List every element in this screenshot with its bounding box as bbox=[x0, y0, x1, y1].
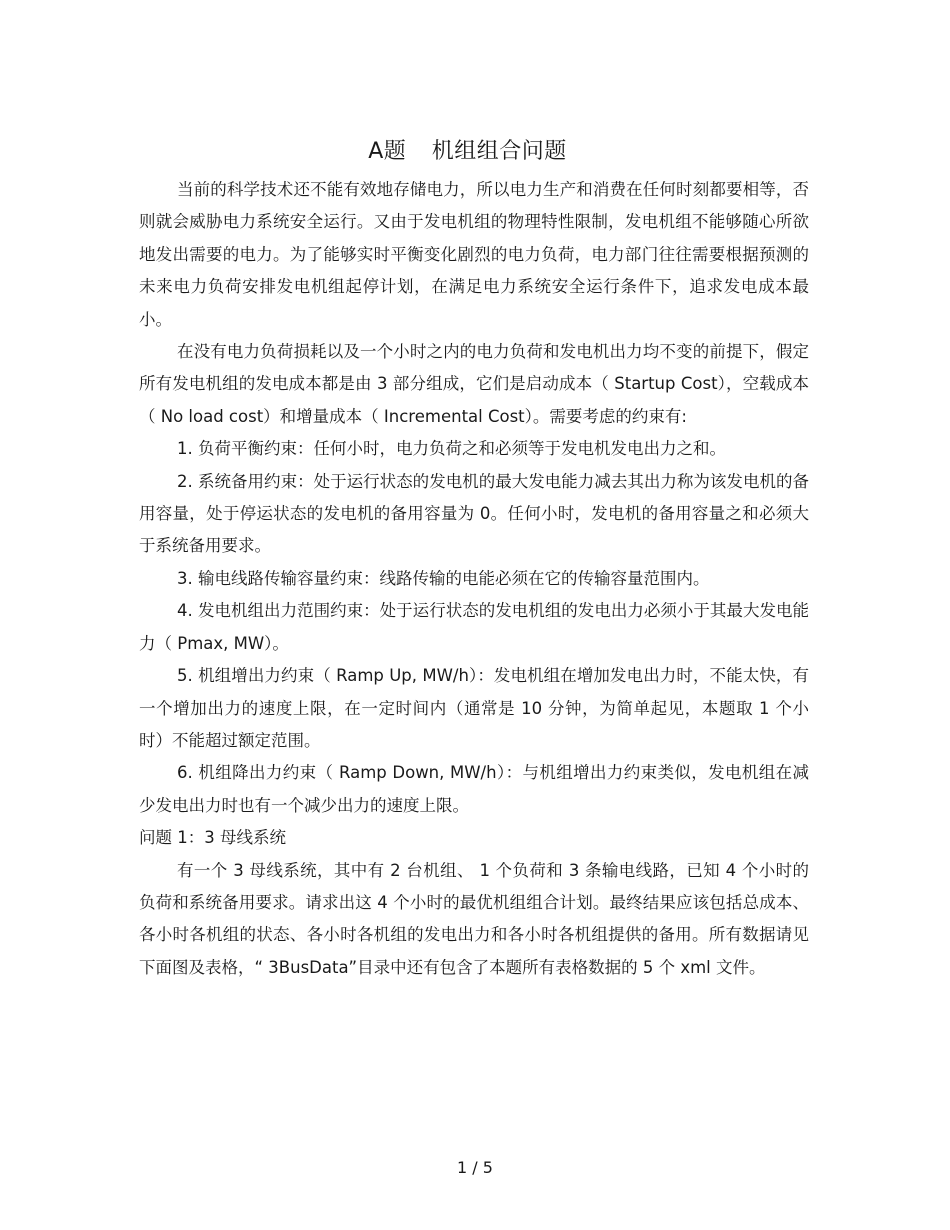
constraint-load-balance: 1. 负荷平衡约束：任何小时，电力负荷之和必须等于发电机发电出力之和。 bbox=[177, 439, 726, 459]
constraint-transmission-capacity: 3. 输电线路传输容量约束：线路传输的电能必须在它的传输容量范围内。 bbox=[177, 568, 710, 588]
constraint-output-range: 4. 发电机组出力范围约束：处于运行状态的发电机组的发电出力必须小于其最大发电能力（ Pmax, MW）。 bbox=[139, 601, 809, 653]
paragraph-problem-1: 有一个 3 母线系统，其中有 2 台机组、 1 个负荷和 3 条输电线路，已知 4 个小时的负荷和系统备用要求。请求出这 4 个小时的最优机组组合计划。最终结果应该包括总成本、各小时各机组的状态、各小时各机组的发电出力和各小时各机组提供的备用。所有数据请见下面图及表格，“ 3BusData”目录中还有包含了本题所有表格数据的 5 个 xml 文件。 bbox=[139, 860, 809, 977]
document-title: A题 机组组合问题 bbox=[368, 139, 567, 164]
document-body bbox=[139, 174, 809, 984]
constraint-system-reserve: 2. 系统备用约束：处于运行状态的发电机的最大发电能力减去其出力称为该发电机的备用容量，处于停运状态的发电机的备用容量为 0。任何小时，发电机的备用容量之和必须大于系统备用要求。 bbox=[139, 471, 809, 556]
section-heading-problem-1: 问题 1：3 母线系统 bbox=[139, 828, 286, 848]
constraint-ramp-up: 5. 机组增出力约束（ Ramp Up, MW/h）：发电机组在增加发电出力时，不能太快，有一个增加出力的速度上限，在一定时间内（通常是 10 分钟，为简单起见，本题取 1 个小时）不能超过额定范围。 bbox=[139, 666, 809, 750]
paragraph-intro: 当前的科学技术还不能有效地存储电力，所以电力生产和消费在任何时刻都要相等，否则就会威胁电力系统安全运行。又由于发电机组的物理特性限制，发电机组不能够随心所欲地发出需要的电力。为了能够实时平衡变化剧烈的电力负荷，电力部门往往需要根据预测的未来电力负荷安排发电机组起停计划，在满足电力系统安全运行条件下，追求发电成本最小。 bbox=[139, 180, 809, 329]
page-number: 1 / 5 bbox=[457, 1158, 493, 1177]
constraint-ramp-down: 6. 机组降出力约束（ Ramp Down, MW/h）：与机组增出力约束类似，发电机组在减少发电出力时也有一个减少出力的速度上限。 bbox=[139, 763, 809, 815]
paragraph-cost-components: 在没有电力负荷损耗以及一个小时之内的电力负荷和发电机出力均不变的前提下，假定所有发电机组的发电成本都是由 3 部分组成，它们是启动成本（ Startup Cost），空载成本（ No load cost）和增量成本（ Incremental Cost）。需要考虑的约束有: bbox=[139, 342, 809, 426]
